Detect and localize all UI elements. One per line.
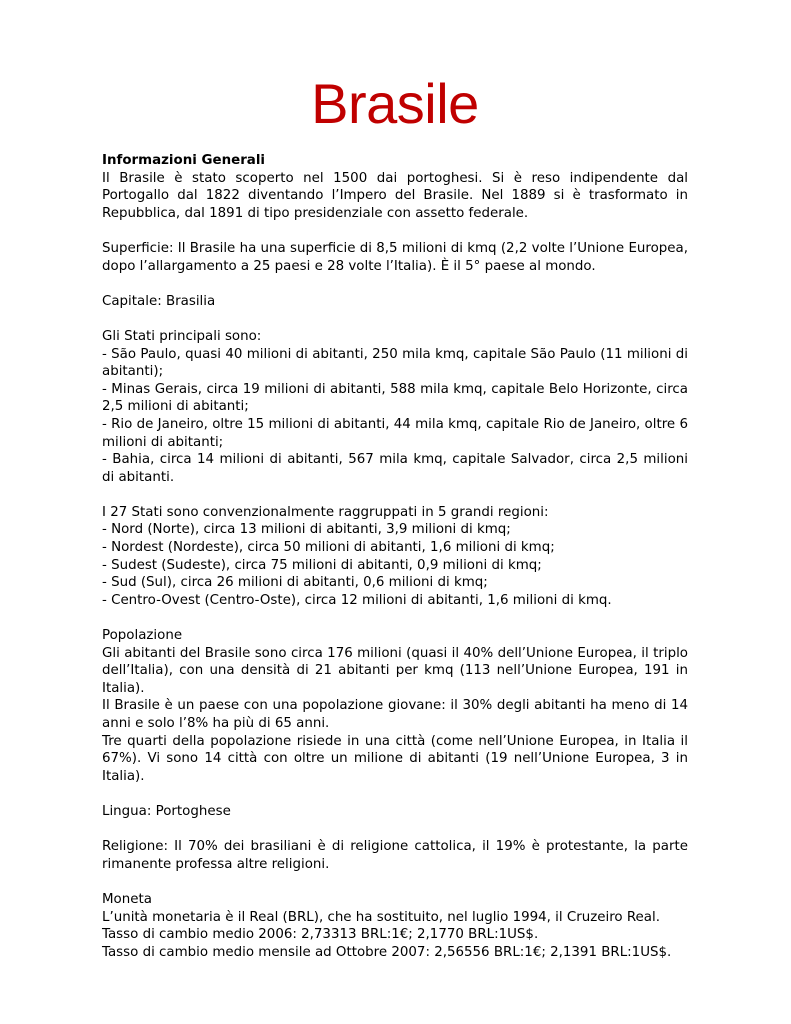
state-item: - Minas Gerais, circa 19 milioni di abitanti, 588 mila kmq, capitale Belo Horizonte, circa 2,5 milioni di abitanti;	[102, 381, 688, 415]
spacer	[102, 821, 688, 839]
population-paragraph: Gli abitanti del Brasile sono circa 176 milioni (quasi il 40% dell’Unione Europea, il triplo dell’Italia), con una densità di 21 abitanti per kmq (113 nell’Unione Europea, 191 in Italia).	[102, 645, 688, 696]
spacer	[102, 785, 688, 803]
region-item: - Centro-Ovest (Centro-Oste), circa 12 milioni di abitanti, 1,6 milioni di kmq.	[102, 592, 612, 608]
spacer	[102, 609, 688, 627]
spacer	[102, 873, 688, 891]
population-paragraph: Tre quarti della popolazione risiede in una città (come nell’Unione Europea, in Italia il 67%). Vi sono 14 città con oltre un milione di abitanti (19 nell’Unione Europea, 3 in Italia).	[102, 733, 688, 784]
surface-paragraph: Superficie: Il Brasile ha una superficie di 8,5 milioni di kmq (2,2 volte l’Unione Europea, dopo l’allargamento a 25 paesi e 28 volte l’Italia). È il 5° paese al mondo.	[102, 240, 688, 274]
spacer	[102, 222, 688, 240]
general-info-heading: Informazioni Generali	[102, 153, 266, 168]
general-info-text: Il Brasile è stato scoperto nel 1500 dai portoghesi. Si è reso indipendente dal Portogallo dal 1822 diventando l’Impero del Brasile. Nel 1889 si è trasformato in Repubblica, dal 1891 di tipo presidenziale con assetto federale.	[102, 170, 688, 221]
currency-line: L’unità monetaria è il Real (BRL), che ha sostituito, nel luglio 1994, il Cruzeiro Real.	[102, 909, 660, 925]
page-title: Brasile	[311, 72, 479, 135]
currency-section	[102, 891, 688, 961]
region-item: - Sud (Sul), circa 26 milioni di abitanti, 0,6 milioni di kmq;	[102, 575, 488, 591]
state-item: - Rio de Janeiro, oltre 15 milioni di abitanti, 44 mila kmq, capitale Rio de Janeiro, oltre 6 milioni di abitanti;	[102, 416, 688, 450]
region-item: - Nordest (Nordeste), circa 50 milioni di abitanti, 1,6 milioni di kmq;	[102, 540, 555, 556]
region-item: - Sudest (Sudeste), circa 75 milioni di abitanti, 0,9 milioni di kmq;	[102, 557, 542, 573]
general-info-section	[102, 152, 688, 222]
language-paragraph: Lingua: Portoghese	[102, 803, 231, 819]
state-item: - Bahia, circa 14 milioni di abitanti, 567 mila kmq, capitale Salvador, circa 2,5 milioni di abitanti.	[102, 452, 688, 485]
currency-line: Tasso di cambio medio mensile ad Ottobre 2007: 2,56556 BRL:1€; 2,1391 BRL:1US$.	[102, 944, 672, 960]
state-item: - São Paulo, quasi 40 milioni di abitanti, 250 mila kmq, capitale São Paulo (11 milioni di abitanti);	[102, 346, 688, 380]
spacer	[102, 310, 688, 328]
currency-heading: Moneta	[102, 891, 152, 907]
population-section	[102, 627, 688, 785]
capital-paragraph: Capitale: Brasilia	[102, 293, 216, 309]
currency-line: Tasso di cambio medio 2006: 2,73313 BRL:1€; 2,1770 BRL:1US$.	[102, 927, 539, 943]
states-section	[102, 328, 688, 486]
states-intro: Gli Stati principali sono:	[102, 328, 262, 344]
region-item: - Nord (Norte), circa 13 milioni di abitanti, 3,9 milioni di kmq;	[102, 522, 511, 538]
document-page	[102, 70, 688, 961]
spacer	[102, 275, 688, 293]
regions-intro: I 27 Stati sono convenzionalmente raggruppati in 5 grandi regioni:	[102, 504, 549, 520]
religion-paragraph: Religione: Il 70% dei brasiliani è di religione cattolica, il 19% è protestante, la parte rimanente professa altre religioni.	[102, 839, 688, 872]
regions-section	[102, 504, 688, 610]
spacer	[102, 486, 688, 504]
population-paragraph: Il Brasile è un paese con una popolazione giovane: il 30% degli abitanti ha meno di 14 anni e solo l’8% ha più di 65 anni.	[102, 698, 688, 731]
population-heading: Popolazione	[102, 628, 183, 644]
